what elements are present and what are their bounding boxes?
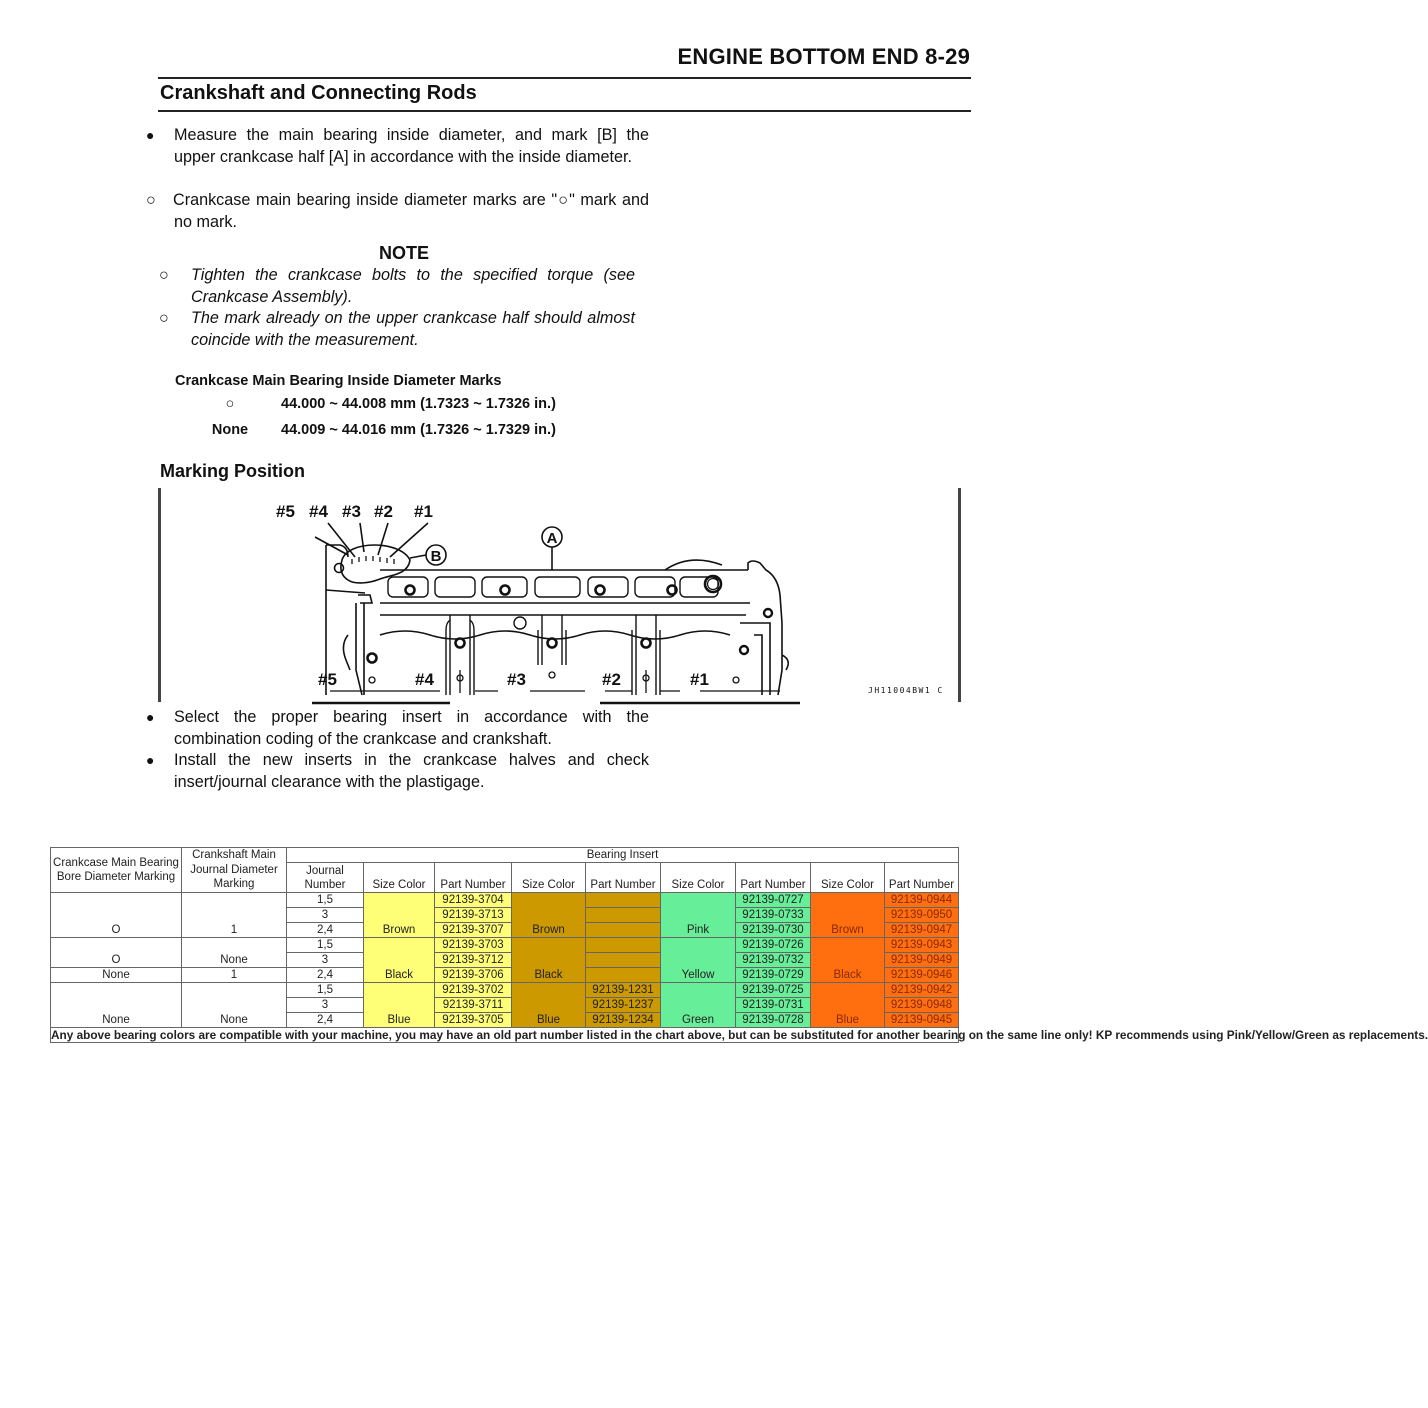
header-size-color: Size Color bbox=[811, 863, 885, 893]
header-part-number: Part Number bbox=[736, 863, 811, 893]
marking-position-title: Marking Position bbox=[160, 461, 306, 481]
table-row bbox=[51, 938, 959, 953]
crankcase-mark: O bbox=[51, 893, 182, 938]
instruction-bullet-measure bbox=[146, 125, 649, 168]
note-text: Tighten the crankcase bolts to the specified torque (see Crankcase Assembly). bbox=[191, 266, 635, 306]
info-marks bbox=[146, 190, 649, 233]
callout-b: B bbox=[430, 548, 442, 565]
part-number: 92139-0949 bbox=[885, 953, 959, 968]
size-color: Blue bbox=[512, 983, 586, 1028]
part-number bbox=[586, 953, 661, 968]
part-number: 92139-0947 bbox=[885, 923, 959, 938]
journal-number: 3 bbox=[287, 998, 364, 1013]
section-rule bbox=[158, 110, 971, 112]
crankshaft-mark: None bbox=[182, 983, 287, 1028]
part-number: 92139-0942 bbox=[885, 983, 959, 998]
instruction-text: Install the new inserts in the crankcase halves and check insert/journal clearance with the plastigage. bbox=[174, 751, 649, 791]
journal-number: 1,5 bbox=[287, 983, 364, 998]
instruction-bullet-install bbox=[146, 750, 649, 793]
table-row bbox=[51, 893, 959, 908]
size-color: Black bbox=[512, 938, 586, 983]
part-number bbox=[586, 908, 661, 923]
part-number: 92139-1237 bbox=[586, 998, 661, 1013]
part-number: 92139-3705 bbox=[435, 1013, 512, 1028]
crankcase-mark: None bbox=[51, 968, 182, 983]
top-label-2: #2 bbox=[374, 502, 393, 521]
size-color: Black bbox=[811, 938, 885, 983]
section-title: Crankshaft and Connecting Rods bbox=[160, 82, 477, 104]
part-number: 92139-0727 bbox=[736, 893, 811, 908]
part-number: 92139-0730 bbox=[736, 923, 811, 938]
part-number: 92139-0725 bbox=[736, 983, 811, 998]
size-color: Blue bbox=[364, 983, 435, 1028]
part-number: 92139-1234 bbox=[586, 1013, 661, 1028]
part-number: 92139-0948 bbox=[885, 998, 959, 1013]
bullet-icon: ● bbox=[146, 752, 155, 768]
header-bearing-insert: Bearing Insert bbox=[287, 848, 959, 863]
note-text: The mark already on the upper crankcase half should almost coincide with the measurement. bbox=[191, 309, 635, 349]
instruction-text: Select the proper bearing insert in accordance with the combination coding of the crankcase and crankshaft. bbox=[174, 708, 649, 748]
part-number: 92139-3702 bbox=[435, 983, 512, 998]
part-number: 92139-0728 bbox=[736, 1013, 811, 1028]
part-number: 92139-1231 bbox=[586, 983, 661, 998]
callout-a: A bbox=[546, 530, 558, 547]
part-number bbox=[586, 893, 661, 908]
journal-number: 2,4 bbox=[287, 1013, 364, 1028]
bearing-insert-table bbox=[50, 847, 1428, 1043]
header-crankcase-marking: Crankcase Main Bearing Bore Diameter Marking bbox=[51, 848, 182, 893]
header-size-color: Size Color bbox=[512, 863, 586, 893]
bottom-label-4: #4 bbox=[415, 670, 434, 689]
size-color: Brown bbox=[512, 893, 586, 938]
journal-number: 3 bbox=[287, 953, 364, 968]
header-journal-number: Journal Number bbox=[287, 863, 364, 893]
header-size-color: Size Color bbox=[661, 863, 736, 893]
crankshaft-mark: 1 bbox=[182, 968, 287, 983]
part-number: 92139-0732 bbox=[736, 953, 811, 968]
part-number: 92139-3712 bbox=[435, 953, 512, 968]
instruction-text: Measure the main bearing inside diameter, and mark [B] the upper crankcase half [A] in accordance with the inside diameter. bbox=[174, 126, 649, 166]
spec-value-circle: 44.000 ~ 44.008 mm (1.7323 ~ 1.7326 in.) bbox=[281, 396, 556, 412]
header-part-number: Part Number bbox=[586, 863, 661, 893]
info-text: Crankcase main bearing inside diameter marks are "○" mark and no mark. bbox=[173, 191, 649, 231]
size-color: Brown bbox=[811, 893, 885, 938]
size-color: Black bbox=[364, 938, 435, 983]
crankcase-diagram bbox=[260, 495, 960, 710]
spec-value-none: 44.009 ~ 44.016 mm (1.7326 ~ 1.7329 in.) bbox=[281, 422, 556, 438]
header-part-number: Part Number bbox=[435, 863, 512, 893]
part-number: 92139-0726 bbox=[736, 938, 811, 953]
top-label-3: #3 bbox=[342, 502, 361, 521]
bottom-label-2: #2 bbox=[602, 670, 621, 689]
size-color: Green bbox=[661, 983, 736, 1028]
spec-title: Crankcase Main Bearing Inside Diameter Marks bbox=[175, 373, 502, 389]
table-row bbox=[51, 983, 959, 998]
spec-mark-circle: ○ bbox=[225, 396, 235, 412]
bottom-label-3: #3 bbox=[507, 670, 526, 689]
part-number: 92139-0733 bbox=[736, 908, 811, 923]
part-number bbox=[586, 968, 661, 983]
circle-bullet-icon: ○ bbox=[146, 191, 156, 209]
part-number: 92139-0729 bbox=[736, 968, 811, 983]
bottom-label-1: #1 bbox=[690, 670, 709, 689]
journal-number: 3 bbox=[287, 908, 364, 923]
bottom-label-5: #5 bbox=[318, 670, 337, 689]
figure-frame-left bbox=[158, 488, 161, 702]
note-item-2 bbox=[159, 308, 635, 351]
journal-number: 1,5 bbox=[287, 938, 364, 953]
part-number bbox=[586, 938, 661, 953]
circle-bullet-icon: ○ bbox=[159, 309, 169, 327]
part-number: 92139-3704 bbox=[435, 893, 512, 908]
part-number: 92139-0945 bbox=[885, 1013, 959, 1028]
journal-number: 2,4 bbox=[287, 923, 364, 938]
journal-number: 1,5 bbox=[287, 893, 364, 908]
part-number: 92139-3713 bbox=[435, 908, 512, 923]
figure-code: JH11004BW1 C bbox=[868, 686, 944, 695]
bullet-icon: ● bbox=[146, 127, 155, 143]
header-part-number: Part Number bbox=[885, 863, 959, 893]
crankcase-mark: O bbox=[51, 938, 182, 968]
journal-number: 2,4 bbox=[287, 968, 364, 983]
header-rule bbox=[158, 77, 971, 79]
note-item-1 bbox=[159, 265, 635, 308]
top-label-1: #1 bbox=[414, 502, 433, 521]
crankshaft-mark: None bbox=[182, 938, 287, 968]
part-number: 92139-0950 bbox=[885, 908, 959, 923]
part-number bbox=[586, 923, 661, 938]
part-number: 92139-0731 bbox=[736, 998, 811, 1013]
part-number: 92139-3706 bbox=[435, 968, 512, 983]
part-number: 92139-0944 bbox=[885, 893, 959, 908]
circle-bullet-icon: ○ bbox=[159, 266, 169, 284]
part-number: 92139-3707 bbox=[435, 923, 512, 938]
part-number: 92139-3711 bbox=[435, 998, 512, 1013]
header-crankshaft-marking: Crankshaft Main Journal Diameter Marking bbox=[182, 848, 287, 893]
spec-mark-none: None bbox=[211, 422, 249, 438]
size-color: Blue bbox=[811, 983, 885, 1028]
bullet-icon: ● bbox=[146, 709, 155, 725]
instruction-bullet-select bbox=[146, 707, 649, 750]
size-color: Yellow bbox=[661, 938, 736, 983]
crankshaft-mark: 1 bbox=[182, 893, 287, 938]
page-header-title: ENGINE BOTTOM END 8-29 bbox=[677, 44, 970, 69]
header-size-color: Size Color bbox=[364, 863, 435, 893]
note-title: NOTE bbox=[378, 243, 429, 263]
part-number: 92139-3703 bbox=[435, 938, 512, 953]
part-number: 92139-0946 bbox=[885, 968, 959, 983]
top-label-4: #4 bbox=[309, 502, 328, 521]
size-color: Brown bbox=[364, 893, 435, 938]
crankcase-mark: None bbox=[51, 983, 182, 1028]
part-number: 92139-0943 bbox=[885, 938, 959, 953]
top-label-5: #5 bbox=[276, 502, 295, 521]
table-footer-note: Any above bearing colors are compatible with your machine, you may have an old part number listed in the chart above, but can be substituted for another bearing on the same line only! KP recommends using Pink/Yellow/Green as replacements. bbox=[51, 1028, 1428, 1042]
size-color: Pink bbox=[661, 893, 736, 938]
